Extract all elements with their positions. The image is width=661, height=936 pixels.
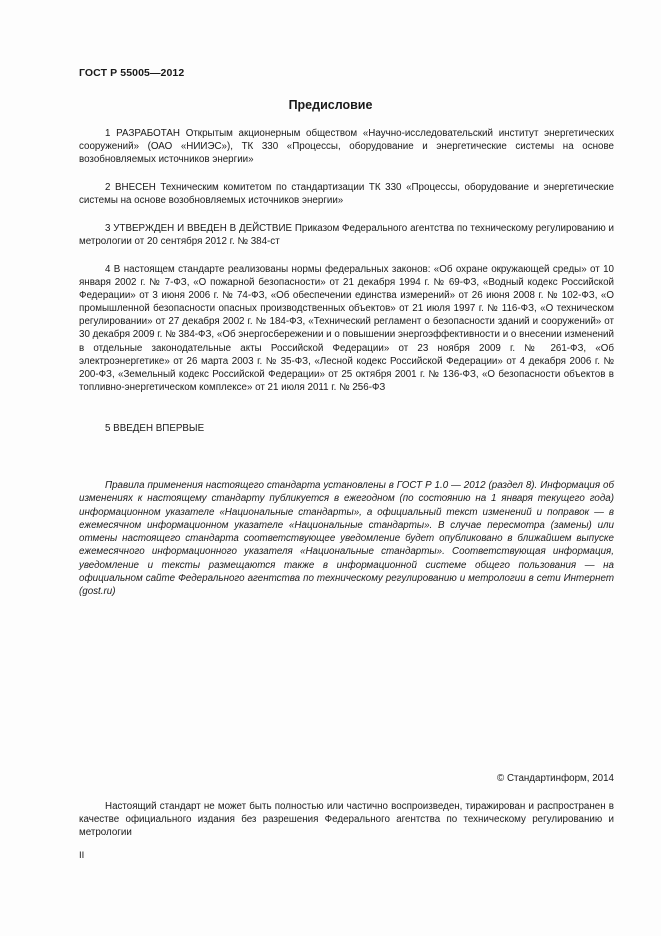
foreword-item-text: 3 УТВЕРЖДЕН И ВВЕДЕН В ДЕЙСТВИЕ Приказом Федерального агентства по техническому регулированию и метрологии от 20 сентября 2012 г. № 384-ст <box>79 223 614 248</box>
foreword-item-3 <box>79 222 614 248</box>
page-number: II <box>79 850 85 861</box>
reproduction-text: Настоящий стандарт не может быть полностью или частично воспроизведен, тиражирован и распространен в качестве официального издания без разрешения Федерального агентства по техническому регулированию и метрологии <box>79 801 614 839</box>
page-title: Предисловие <box>288 98 373 112</box>
foreword-item-text: 2 ВНЕСЕН Техническим комитетом по стандартизации ТК 330 «Процессы, оборудование и энергетические системы на основе возобновляемых источников энергии» <box>79 182 614 207</box>
foreword-item-4 <box>79 263 614 394</box>
notice-text: Правила применения настоящего стандарта установлены в ГОСТ Р 1.0 — 2012 (раздел 8). Информация об изменениях к настоящему стандарту публикуется в ежегодном (по состоянию на 1 января текущего года) информационном указателе «Национальные стандарты», а официальный текст изменений и поправок — в ежемесячном информационном указателе «Национальные стандарты». В случае пересмотра (замены) или отмены настоящего стандарта соответствующее уведомление будет опубликовано в ближайшем выпуске ежемесячного информационного указателя «Национальные стандарты». Соответствующая информация, уведомление и тексты размещаются также в информационной системе общего пользования — на официальном сайте Федерального агентства по техническому регулированию и метрологии в сети Интернет (gost.ru) <box>79 480 614 598</box>
foreword-item-text: 5 ВВЕДЕН ВПЕРВЫЕ <box>105 423 205 434</box>
copyright-line: © Стандартинформ, 2014 <box>497 773 614 784</box>
foreword-item-text: 1 РАЗРАБОТАН Открытым акционерным обществом «Научно-исследовательский институт энергетических сооружений» (ОАО «НИИЭС»), ТК 330 «Процессы, оборудование и энергетические системы на основе возобновляемых источников энергии» <box>79 128 614 166</box>
foreword-item-1 <box>79 127 614 166</box>
reproduction-notice <box>79 800 614 839</box>
application-rules-notice <box>79 479 614 599</box>
foreword-item-5 <box>79 422 614 435</box>
foreword-item-text: 4 В настоящем стандарте реализованы нормы федеральных законов: «Об охране окружающей среды» от 10 января 2002 г. № 7-ФЗ, «О пожарной безопасности» от 21 декабря 1994 г. № 69-ФЗ, «Водный кодекс Российской Федерации» от 3 июня 2006 г. № 74-ФЗ, «Об обеспечении единства измерений» от 26 июня 2008 г. № 102-ФЗ, «О промышленной безопасности опасных производственных объектов» от 21 июля 1997 г. № 116-ФЗ, «О техническом регулировании» от 27 декабря 2002 г. № 184-ФЗ, «Технический регламент о безопасности зданий и сооружений» от 30 декабря 2009 г. № 384-ФЗ, «Об энергосбережении и о повышении энергоэффективности и о внесении изменений в отдельные законодательные акты Российской Федерации» от 23 ноября 2009 г. № 261-ФЗ, «Об электроэнергетике» от 26 марта 2003 г. № 35-ФЗ, «Лесной кодекс Российской Федерации» от 4 декабря 2006 г. № 200-ФЗ, «Земельный кодекс Российской Федерации» от 25 октября 2001 г. № 136-ФЗ, «О безопасности объектов в топливно-энергетическом комплексе» от 21 июля 2011 г. № 256-ФЗ <box>79 264 614 393</box>
document-code: ГОСТ Р 55005—2012 <box>79 67 185 79</box>
foreword-item-2 <box>79 181 614 207</box>
